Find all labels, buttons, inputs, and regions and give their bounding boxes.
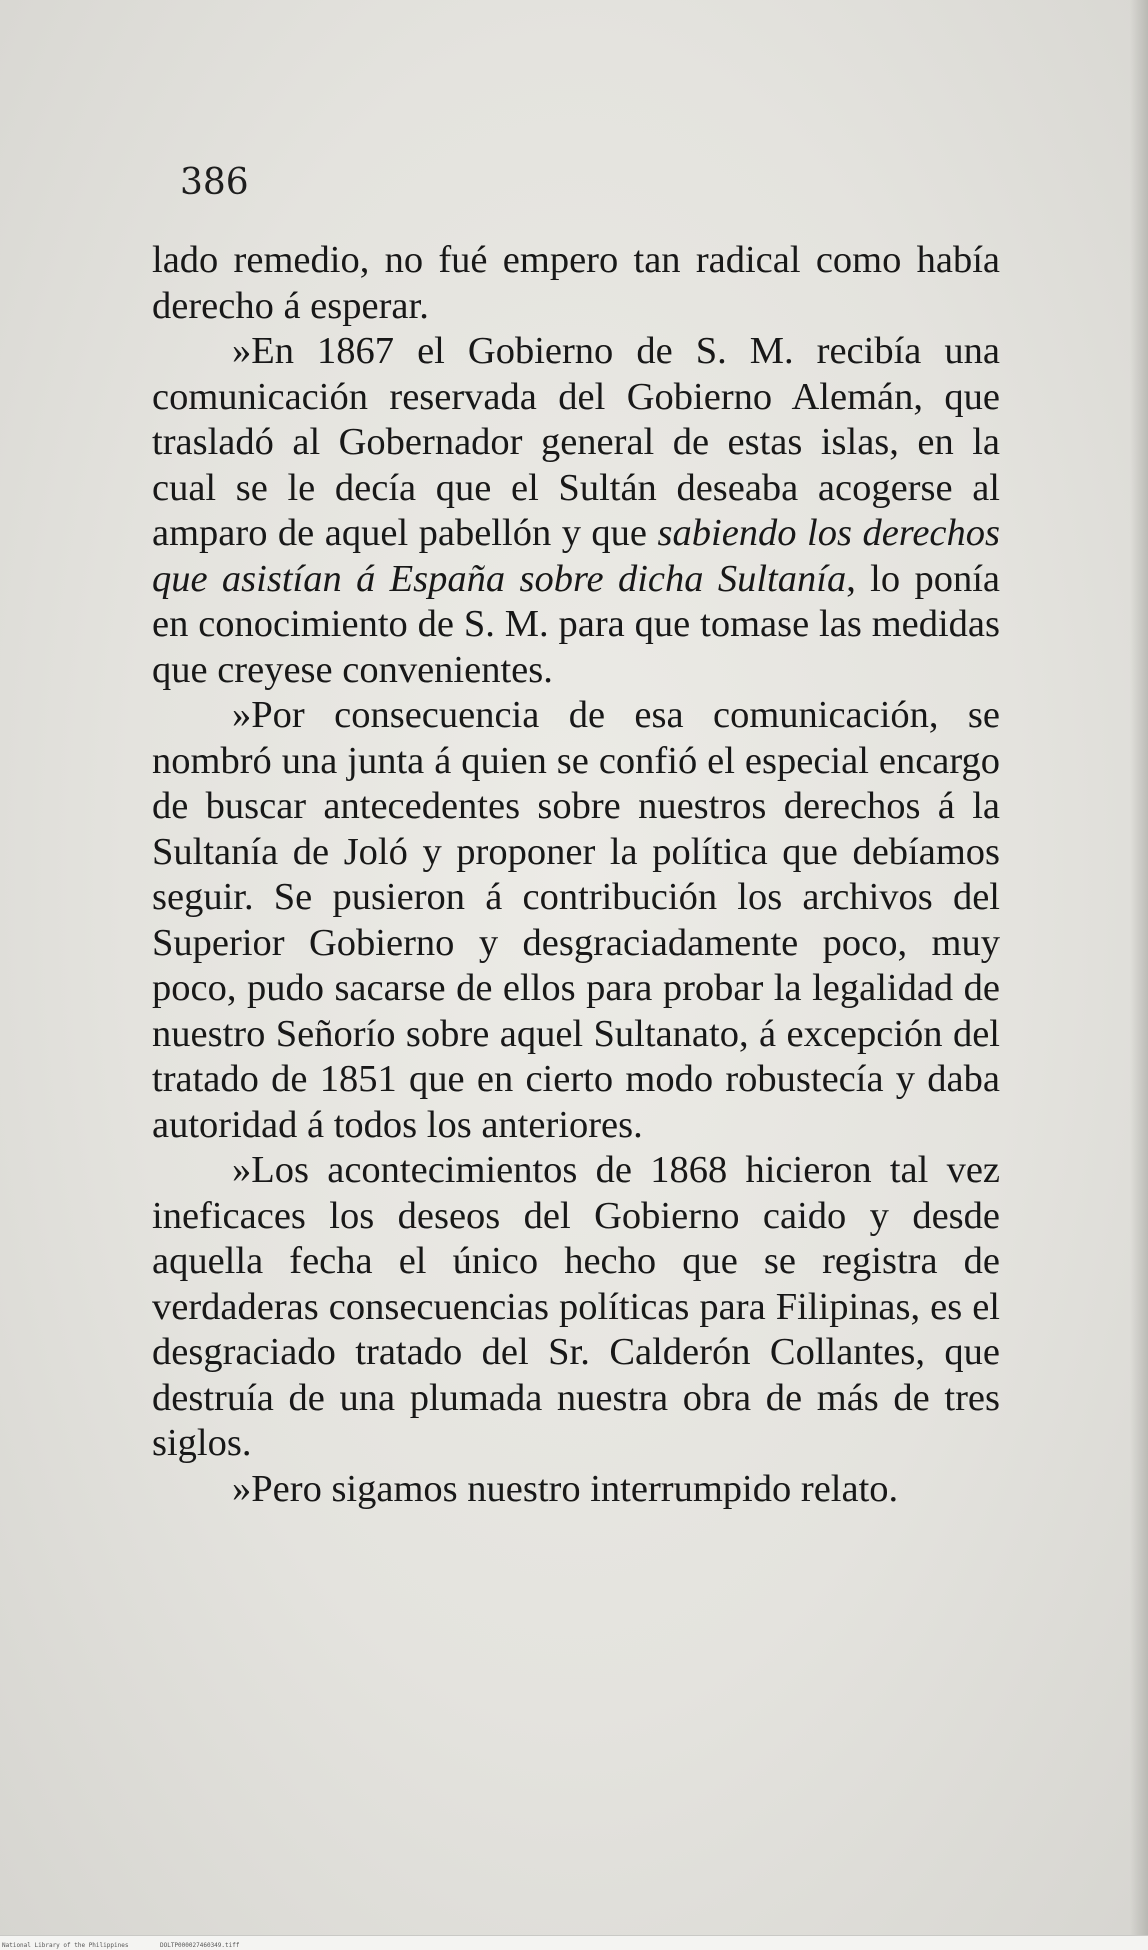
footer-library-name: National Library of the Philippines <box>2 1942 129 1949</box>
body-text <box>152 238 1000 1512</box>
paragraph-5 <box>152 1467 1000 1513</box>
scan-footer <box>0 1935 1148 1950</box>
footer-file-name: DOLTP000027460349.tiff <box>160 1942 240 1949</box>
paragraph-4 <box>152 1148 1000 1467</box>
paragraph-4-text: »Los acontecimientos de 1868 hicieron tal vez ineficaces los deseos del Gobierno caido y desde aquella fecha el único hecho que se registra de verdaderas consecuencias políticas para Filipinas, es el desgraciado tratado del Sr. Calderón Collantes, que destruía de una plumada nuestra obra de más de tres siglos. <box>152 1149 1000 1464</box>
paragraph-2-text-a: »En 1867 el Gobierno de S. M. recibía una comunicación reservada del Gobierno Alemán, que trasladó al Gobernador general de estas islas, en la cual se le decía que el Sultán deseaba acogerse al amparo de aquel pabellón y que <box>152 330 1000 554</box>
paragraph-5-text: »Pero sigamos nuestro interrumpido relato. <box>232 1467 899 1510</box>
page-number: 386 <box>180 162 249 203</box>
paragraph-1 <box>152 238 1000 329</box>
paragraph-2-italic-phrase: sabiendo los derechos que asistían á España sobre dicha Sultanía <box>152 512 1000 600</box>
page-edge-shadow <box>1130 0 1148 1950</box>
paragraph-1-text: lado remedio, no fué empero tan radical como había derecho á esperar. <box>152 239 1000 327</box>
paragraph-2 <box>152 329 1000 693</box>
paragraph-3-text: »Por consecuencia de esa comunicación, se nombró una junta á quien se confió el especial encargo de buscar antecedentes sobre nuestros derechos á la Sultanía de Joló y proponer la política que debíamos seguir. Se pusieron á contribución los archivos del Superior Gobierno y desgraciadamente poco, muy poco, pudo sacarse de ellos para probar la legalidad de nuestro Señorío sobre aquel Sultanato, á excepción del tratado de 1851 que en cierto modo robustecía y daba autoridad á todos los anteriores. <box>152 694 1000 1146</box>
paragraph-3 <box>152 693 1000 1148</box>
paragraph-2-text-b: , lo ponía en conocimiento de S. M. para que tomase las medidas que creyese convenientes. <box>152 557 1000 691</box>
